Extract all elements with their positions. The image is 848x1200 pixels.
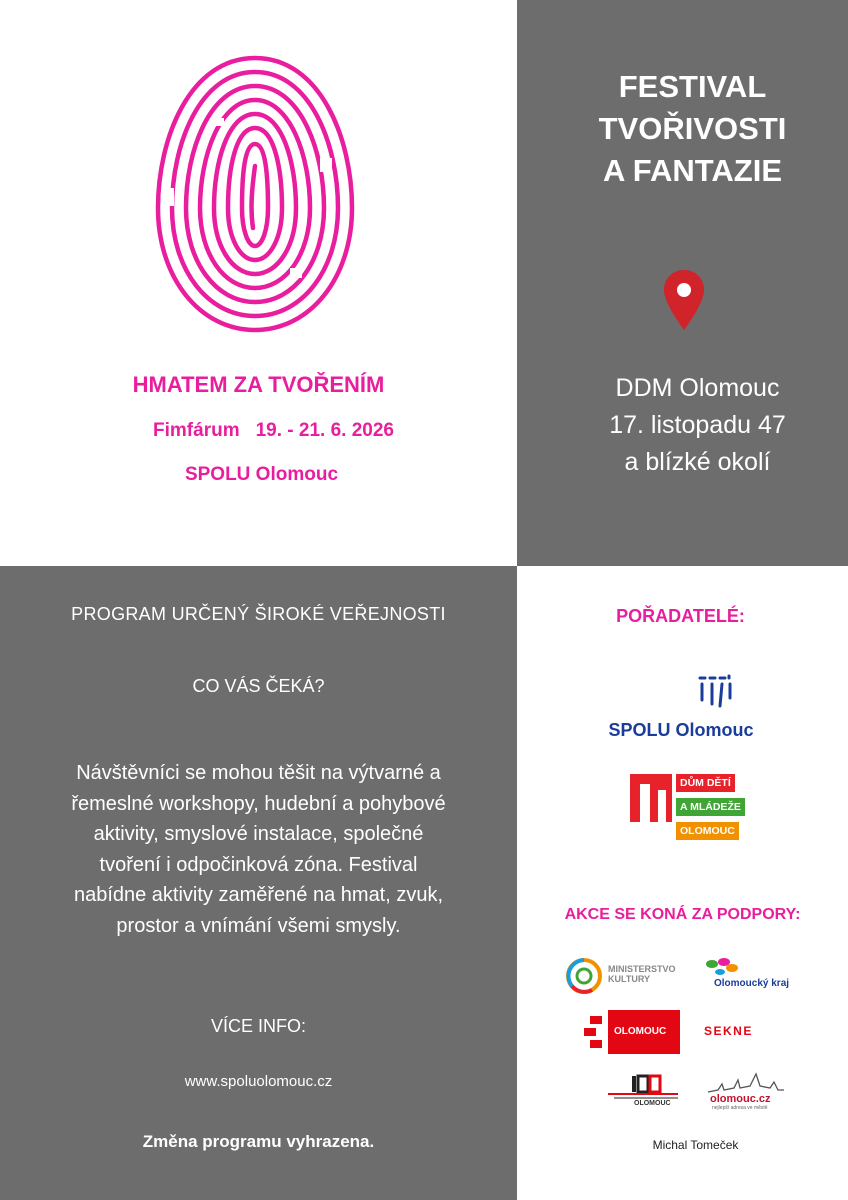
supporters-heading: AKCE SE KONÁ ZA PODPORY: [564, 906, 801, 923]
ministry-logo-line: MINISTERSTVO [608, 964, 676, 974]
ids-logo-text: OLOMOUC [634, 1100, 671, 1107]
ddm-logo-line: A MLÁDEŽE [676, 798, 745, 816]
olomouc-skyline-icon [704, 1072, 788, 1094]
description-line: aktivity, smyslové instalace, společné [93, 823, 424, 845]
description-line: řemeslné workshopy, hudební a pohybové [71, 792, 446, 815]
ddm-logo-mark-icon [630, 774, 672, 822]
event-name: Fimfárum [153, 420, 240, 441]
event-organizer: SPOLU Olomouc [184, 464, 339, 485]
description-line: Návštěvníci se mohou těšit na výtvarné a [76, 762, 441, 784]
description-line: tvoření i odpočinková zóna. Festival [99, 853, 418, 876]
ddm-logo-line: DŮM DĚTÍ [676, 774, 735, 792]
festival-title-line: A FANTAZIE [602, 153, 783, 188]
statutarni-mesto-olomouc-logo [584, 1010, 680, 1054]
program-description [20, 758, 497, 941]
olomouc-cz-logo [704, 1072, 788, 1112]
author-credit: Michal Tomeček [652, 1138, 739, 1152]
olomouc-cz-text: olomouc.cz [710, 1093, 771, 1105]
festival-title-line: FESTIVAL [618, 69, 767, 104]
event-dates-line [0, 420, 517, 442]
event-dates: 19. - 21. 6. 2026 [255, 420, 394, 441]
olomoucky-kraj-text: Olomoucký kraj [714, 978, 790, 989]
event-headline: HMATEM ZA TVOŘENÍM [132, 372, 385, 397]
spolu-olomouc-logo [596, 672, 766, 744]
description-line: nabídne aktivity zaměřené na hmat, zvuk, [73, 884, 444, 906]
olomoucky-kraj-flower-icon [700, 956, 740, 980]
olomouc-city-mark-icon [584, 1010, 608, 1054]
sekne-logo: SEKNE [704, 1024, 753, 1038]
ids-logo-icon [604, 1072, 682, 1100]
ddm-logo-line: OLOMOUC [676, 822, 739, 840]
ids-olomouc-logo [604, 1072, 682, 1112]
what-awaits-heading: CO VÁS ČEKÁ? [192, 676, 325, 696]
festival-title [517, 66, 848, 192]
venue-line: a blízké okolí [624, 448, 771, 476]
venue-line: DDM Olomouc [615, 374, 780, 402]
map-pin-icon [662, 268, 706, 332]
disclaimer: Změna programu vyhrazena. [142, 1132, 375, 1151]
more-info-heading: VÍCE INFO: [210, 1016, 306, 1036]
program-heading: PROGRAM URČENÝ ŠIROKÉ VEŘEJNOSTI [71, 604, 446, 624]
description-line: prostor a vnímání všemi smysly. [116, 914, 401, 937]
organizers-heading: POŘADATELÉ: [616, 606, 745, 626]
olomouc-city-text: OLOMOUC [614, 1026, 667, 1037]
venue-line: 17. listopadu 47 [609, 411, 786, 439]
festival-title-line: TVOŘIVOSTI [598, 111, 787, 146]
olomouc-cz-tagline: nejlepší adresa ve městě [712, 1105, 768, 1111]
ministry-logo-line: KULTURY [608, 974, 650, 984]
ministry-logo-icon [564, 956, 604, 996]
ministry-of-culture-logo [564, 956, 684, 996]
spolu-logo-text: SPOLU Olomouc [608, 720, 754, 740]
venue-address [517, 370, 848, 481]
fingerprint-icon [150, 48, 360, 338]
ddm-olomouc-logo [630, 774, 740, 844]
website-link[interactable]: www.spoluolomouc.cz [184, 1073, 333, 1090]
bottom-right-panel [517, 566, 848, 1200]
olomoucky-kraj-logo [696, 956, 806, 996]
spolu-logo-mark-icon [696, 672, 736, 712]
